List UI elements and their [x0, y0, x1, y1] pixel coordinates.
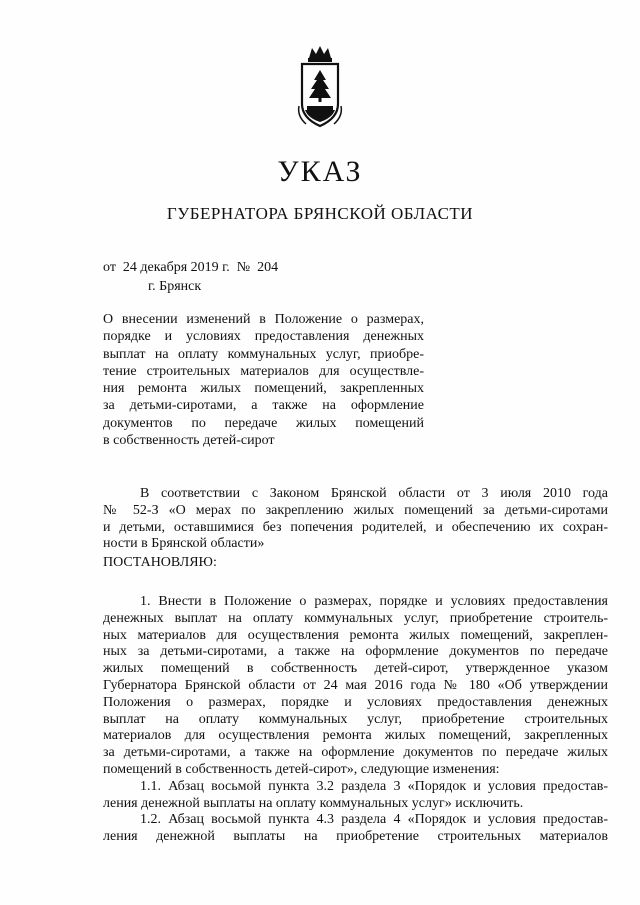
- item-line: 1.1. Абзац восьмой пункта 3.2 раздела 3 «Порядок и условия предостав-: [140, 778, 608, 794]
- item-line: ных за детьми-сиротами, а также на оформление документов по передаче: [103, 644, 608, 660]
- item-line: жилых помещений в собственность детей-сирот, утвержденное указом: [103, 661, 608, 677]
- subject-line: в собственность детей-сирот: [103, 433, 275, 449]
- decree-word: [103, 555, 608, 572]
- subject-line: ния ремонта жилых помещений, закрепленных: [103, 381, 424, 397]
- preamble-line: и детьми, оставшимися без попечения родителей, и обеспечению их сохран-: [103, 519, 608, 535]
- subject-block: [103, 311, 424, 449]
- subject-line: документов по передаче жилых помещений: [103, 415, 424, 431]
- subject-line: за детьми-сиротами, а также на оформление: [103, 398, 424, 414]
- item-line: Губернатора Брянской области от 24 мая 2016 года № 180 «Об утверждении: [103, 677, 608, 693]
- document-subtitle: ГУБЕРНАТОРА БРЯНСКОЙ ОБЛАСТИ: [166, 204, 474, 223]
- subject-line: порядке и условиях предоставления денежных: [103, 329, 424, 345]
- subject-line: тение строительных материалов для осуществле-: [103, 363, 424, 379]
- item-line: ления денежной выплаты на оплату коммунальных услуг» исключить.: [103, 795, 524, 811]
- item-1-paragraph: [103, 594, 608, 846]
- decree-word-text: ПОСТАНОВЛЯЮ:: [103, 555, 217, 570]
- item-line: 1.2. Абзац восьмой пункта 4.3 раздела 4 «Порядок и условия предостав-: [140, 812, 608, 828]
- subject-line: выплат на оплату коммунальных услуг, приобре-: [103, 346, 424, 362]
- item-line: 1. Внести в Положение о размерах, порядке и условиях предоставления: [140, 594, 608, 609]
- item-line: Положения о размерах, порядке и условиях предоставления денежных: [103, 694, 608, 710]
- document-title: УКАЗ: [277, 155, 363, 188]
- date-number-line: от 24 декабря 2019 г. № 204: [103, 260, 279, 275]
- subject-line: О внесении изменений в Положение о размерах,: [103, 312, 424, 327]
- item-line: помещений в собственность детей-сирот», следующие изменения:: [103, 761, 500, 777]
- item-line: денежных выплат на оплату коммунальных услуг, приобретение строитель-: [103, 610, 608, 626]
- preamble-line: ности в Брянской области»: [103, 536, 265, 552]
- item-line: выплат на оплату коммунальных услуг, приобретение строительных: [103, 711, 608, 727]
- item-line: ных материалов для осуществления ремонта жилых помещений, закреплен-: [103, 627, 608, 643]
- city-line: г. Брянск: [148, 279, 202, 294]
- item-line: ления денежной выплаты на приобретение строительных материалов: [103, 829, 608, 845]
- preamble-line: № 52-З «О мерах по закреплению жилых помещений за детьми-сиротами: [103, 502, 608, 518]
- item-line: за детьми-сиротами, а также на оформление документов по передаче жилых: [103, 745, 608, 761]
- coat-of-arms-icon: [296, 44, 344, 130]
- item-line: материалов для осуществления ремонта жилых помещений, закрепленных: [103, 728, 608, 744]
- preamble-paragraph: [103, 486, 608, 553]
- preamble-line: В соответствии с Законом Брянской области от 3 июля 2010 года: [140, 486, 608, 501]
